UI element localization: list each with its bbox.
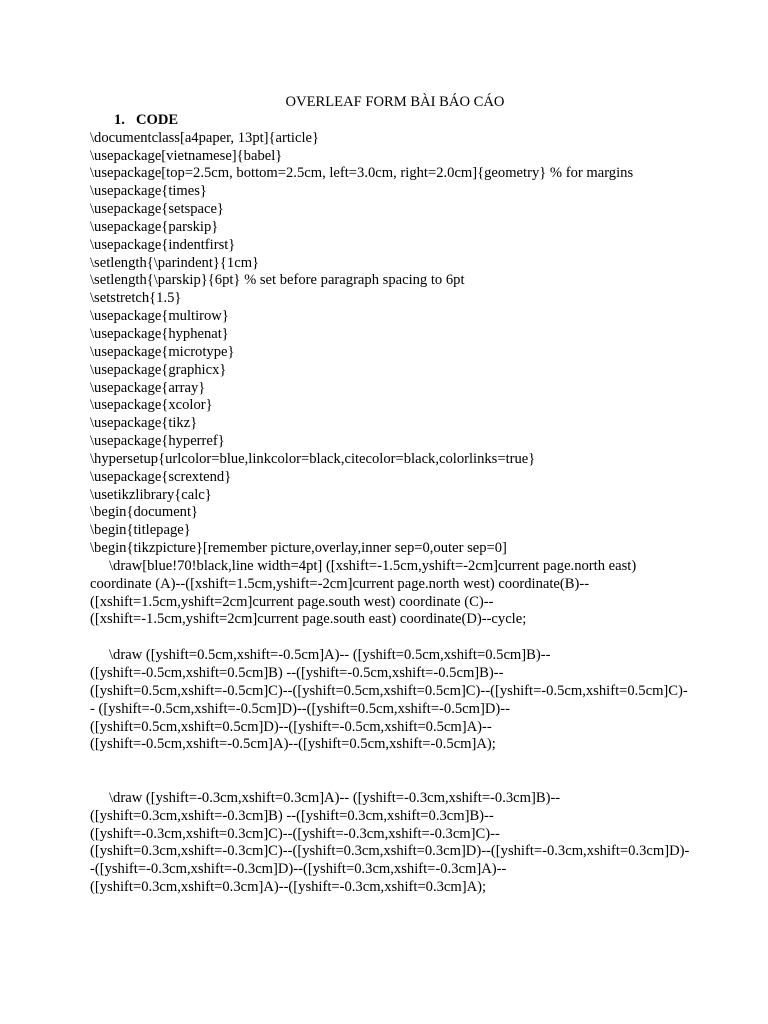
code-line: \usepackage{tikz} — [90, 415, 198, 432]
code-line: \usepackage{parskip} — [90, 218, 219, 235]
draw-inner-frame-command — [90, 790, 690, 808]
code-line: \begin{document} — [90, 504, 199, 521]
draw-inner-frame-first-line: \draw ([yshift=-0.3cm,xshift=0.3cm]A)-- ([yshift=-0.3cm,xshift=-0.3cm]B)-- — [109, 789, 561, 806]
code-line: \usepackage{array} — [90, 379, 206, 396]
blank-lines — [90, 754, 690, 790]
code-line: \setstretch{1.5} — [90, 290, 182, 307]
code-line: \hypersetup{urlcolor=blue,linkcolor=black,citecolor=black,colorlinks=true} — [90, 450, 536, 467]
code-line: \usepackage{hyphenat} — [90, 325, 229, 342]
document-page — [90, 94, 690, 897]
section-number: 1. — [114, 111, 125, 128]
code-line: \setlength{\parindent}{1cm} — [90, 254, 260, 271]
code-line: \usepackage[top=2.5cm, bottom=2.5cm, left=3.0cm, right=2.0cm]{geometry} % for margins — [90, 165, 634, 182]
blank-line — [90, 629, 690, 647]
code-line: \usepackage{setspace} — [90, 201, 224, 218]
section-label: CODE — [136, 111, 179, 128]
code-line: \usepackage{indentfirst} — [90, 236, 236, 253]
document-title: OVERLEAF FORM BÀI BÁO CÁO — [285, 94, 505, 110]
code-line: \usepackage{times} — [90, 183, 207, 200]
code-lines — [90, 130, 690, 558]
section-heading — [90, 112, 690, 130]
draw-outer-frame-command — [90, 647, 690, 665]
draw-inner-frame-rest — [90, 808, 690, 897]
code-line: \begin{titlepage} — [90, 522, 191, 539]
draw-border-command: \draw[blue!70!black,line width=4pt] ([xshift=-1.5cm,yshift=-2cm]current page.north east) coordinate (A)--([xshift=1.5cm,yshift=-2cm]current page.north west) coordinate(B)--([xshift=1.5cm,yshift=2cm]current page.south west) coordinate (C)--([xshift=-1.5cm,yshift=2cm]current page.south east) coordinate(D)--cycle; — [90, 557, 637, 628]
draw-outer-frame-first-line: \draw ([yshift=0.5cm,xshift=-0.5cm]A)-- ([yshift=0.5cm,xshift=0.5cm]B)-- — [109, 647, 551, 664]
code-line: \usepackage{graphicx} — [90, 361, 227, 378]
code-line: \documentclass[a4paper, 13pt]{article} — [90, 129, 319, 146]
code-line: \usepackage{multirow} — [90, 308, 229, 325]
code-line: \usepackage{microtype} — [90, 343, 235, 360]
code-line: \setlength{\parskip}{6pt} % set before paragraph spacing to 6pt — [90, 272, 465, 289]
draw-outer-frame-rest — [90, 665, 690, 754]
code-line: \usepackage{hyperref} — [90, 433, 225, 450]
code-line: \usepackage{scrextend} — [90, 468, 232, 485]
code-line: \usetikzlibrary{calc} — [90, 486, 212, 503]
draw-outer-frame-rest-text: ([yshift=-0.5cm,xshift=0.5cm]B) --([yshift=-0.5cm,xshift=-0.5cm]B)--([yshift=0.5cm,xshift=-0.5cm]C)--([yshift=0.5cm,xshift=0.5cm]C)--([yshift=-0.5cm,xshift=0.5cm]C)-- ([yshift=-0.5cm,xshift=-0.5cm]D)--([yshift=0.5cm,xshift=-0.5cm]D)--([yshift=0.5cm,xshift=0.5cm]D)--([yshift=-0.5cm,xshift=0.5cm]A)--([yshift=-0.5cm,xshift=-0.5cm]A)--([yshift=0.5cm,xshift=-0.5cm]A); — [90, 665, 688, 753]
draw-inner-frame-rest-text: ([yshift=0.3cm,xshift=-0.3cm]B) --([yshift=0.3cm,xshift=0.3cm]B)--([yshift=-0.3cm,xshift=0.3cm]C)--([yshift=-0.3cm,xshift=-0.3cm]C)--([yshift=0.3cm,xshift=-0.3cm]C)--([yshift=0.3cm,xshift=0.3cm]D)--([yshift=-0.3cm,xshift=0.3cm]D)--([yshift=-0.3cm,xshift=-0.3cm]D)--([yshift=0.3cm,xshift=-0.3cm]A)--([yshift=0.3cm,xshift=0.3cm]A)--([yshift=-0.3cm,xshift=0.3cm]A); — [90, 807, 690, 896]
code-line: \usepackage{xcolor} — [90, 397, 213, 414]
code-line: \usepackage[vietnamese]{babel} — [90, 147, 283, 164]
code-line: \begin{tikzpicture}[remember picture,overlay,inner sep=0,outer sep=0] — [90, 540, 507, 557]
